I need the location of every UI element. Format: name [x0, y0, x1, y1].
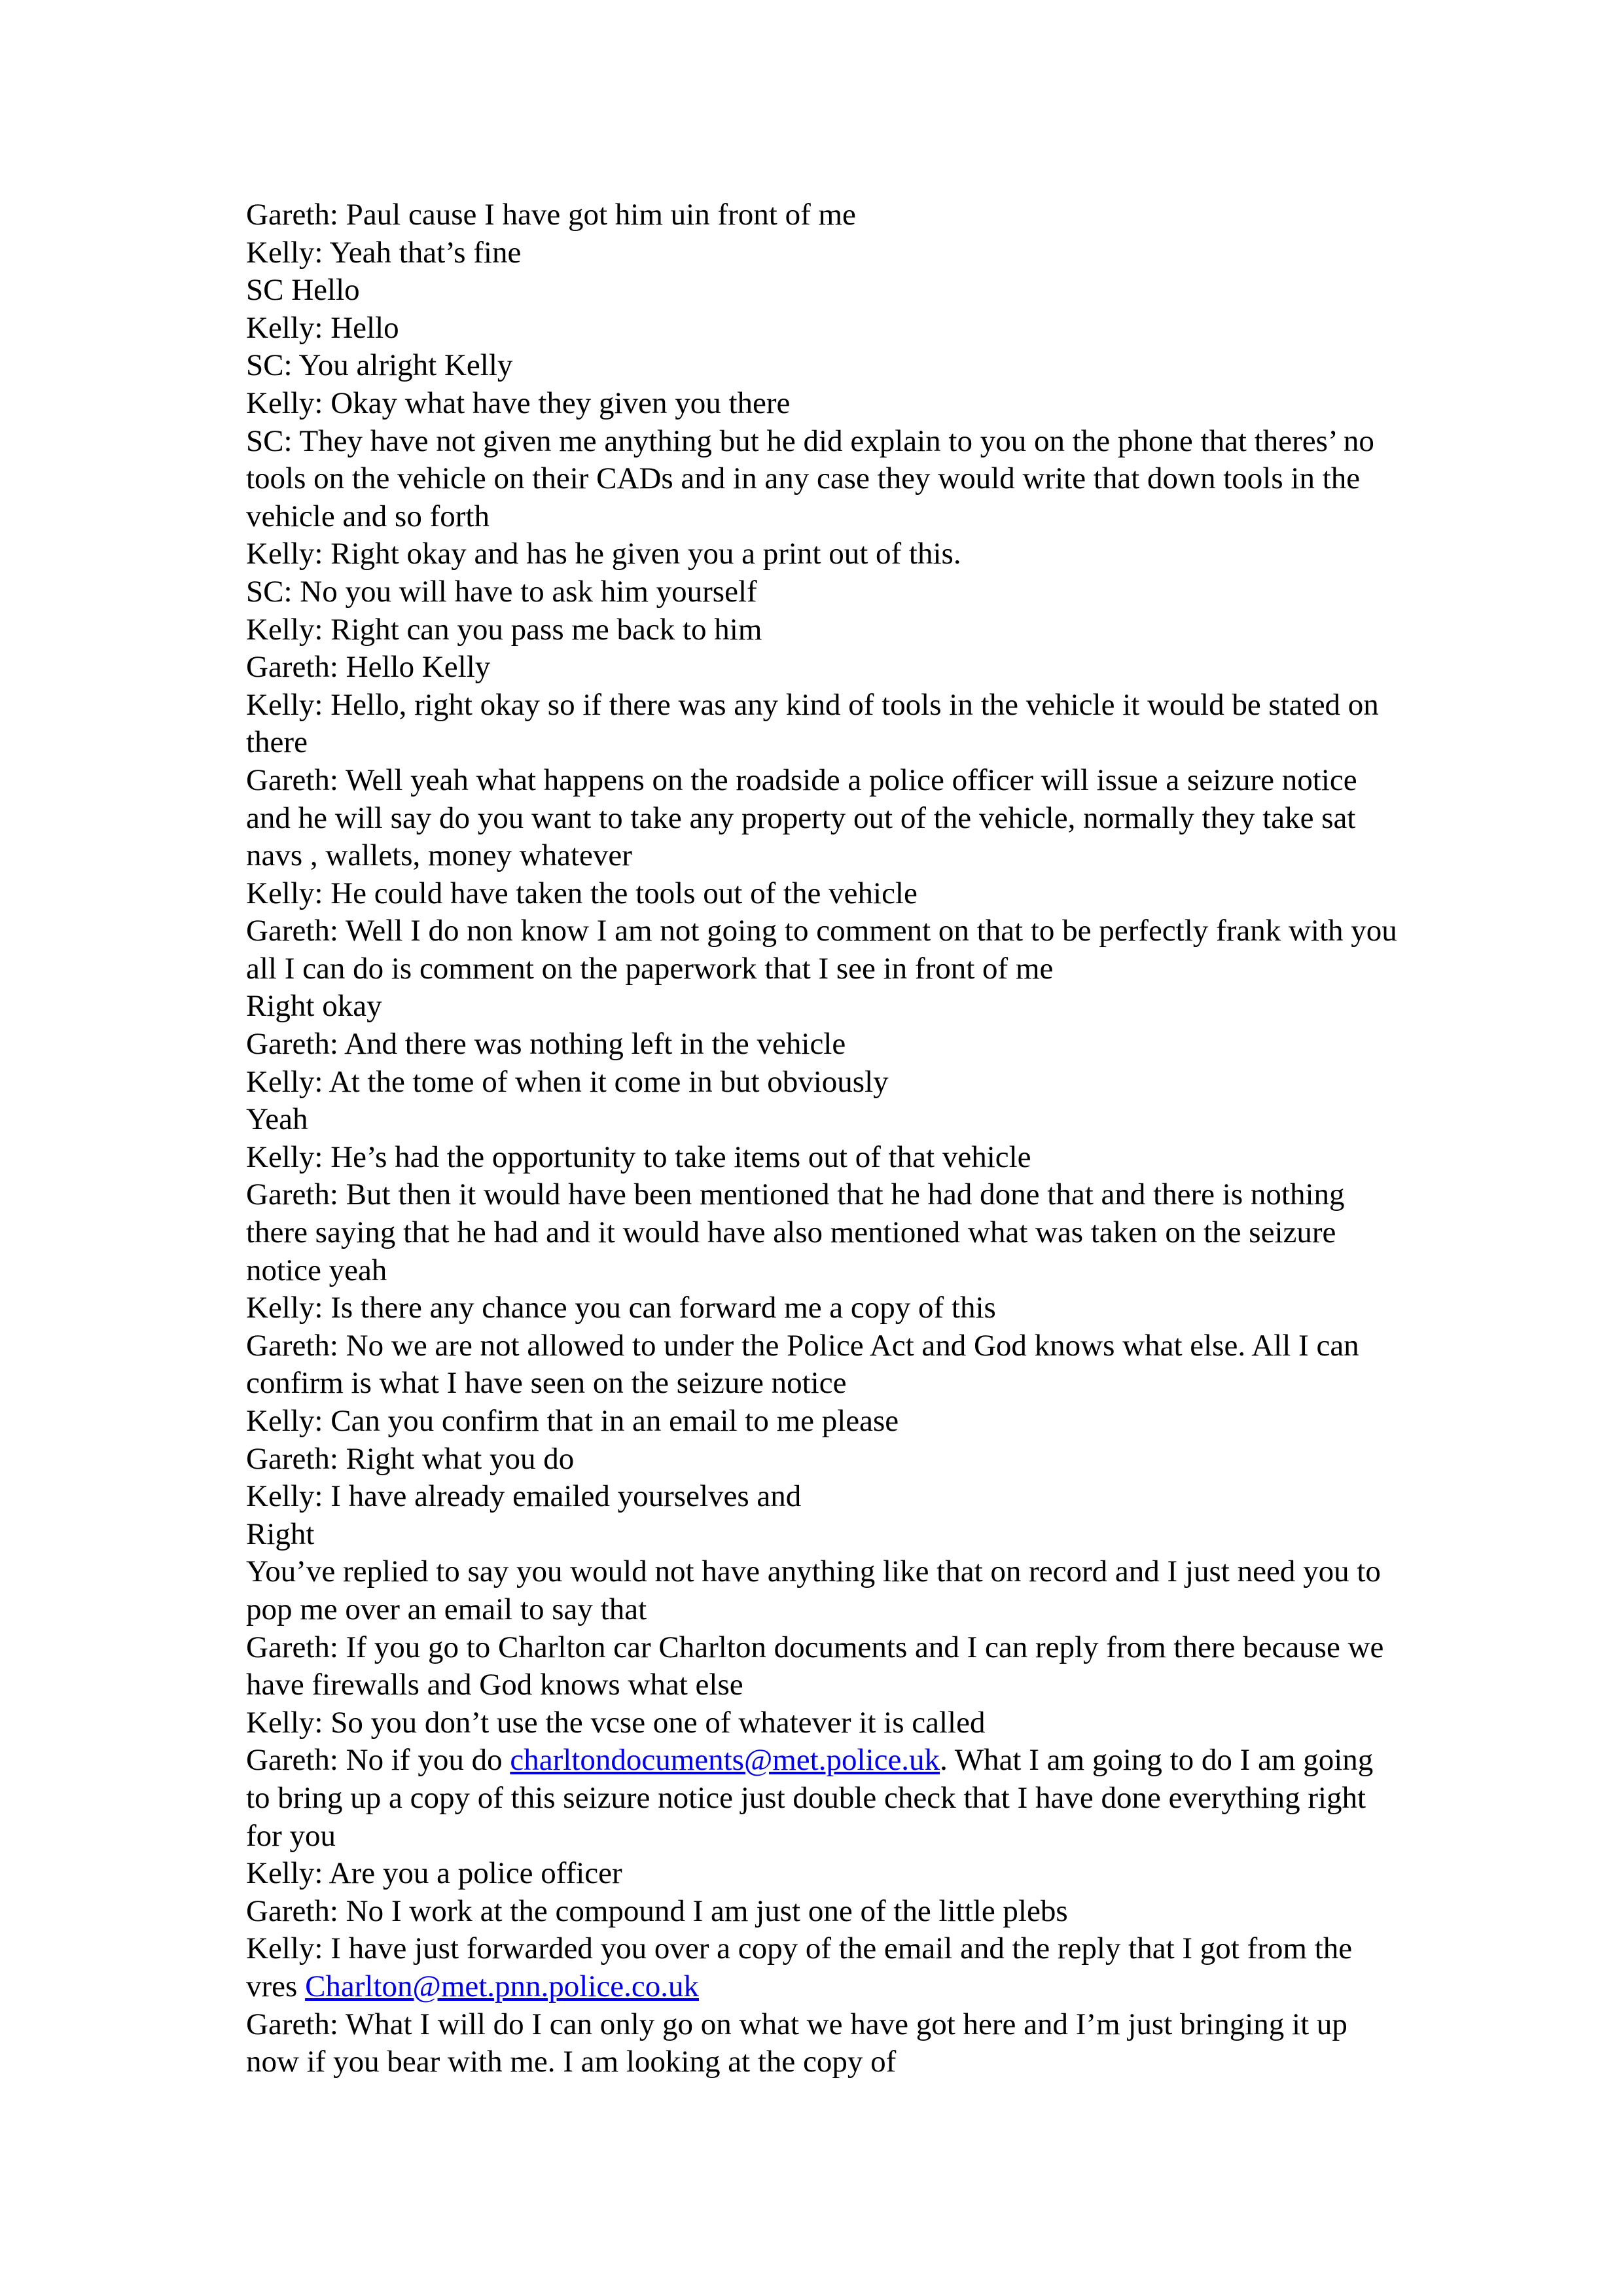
transcript-line: Kelly: At the tome of when it come in but obviously [246, 1064, 889, 1099]
transcript-line: Kelly: Right can you pass me back to him [246, 612, 762, 647]
transcript-line: SC: You alright Kelly [246, 348, 513, 383]
transcript-line: Kelly: Is there any chance you can forward me a copy of this [246, 1291, 996, 1325]
transcript-line: Yeah [246, 1102, 308, 1137]
transcript-line: Gareth: But then it would have been mentioned that he had done that and there is nothing there saying that he had and it would have also mentioned what was taken on the seizure notice yeah [246, 1177, 1345, 1287]
transcript-line: Right [246, 1516, 315, 1551]
transcript-line: Kelly: Right okay and has he given you a print out of this. [246, 537, 961, 571]
transcript-line: Kelly: He could have taken the tools out of the vehicle [246, 876, 918, 910]
transcript-body [246, 196, 1398, 2081]
email-link-charlton-pnn[interactable]: Charlton@met.pnn.police.co.uk [305, 1969, 699, 2003]
transcript-line: Kelly: He’s had the opportunity to take items out of that vehicle [246, 1139, 1031, 1174]
transcript-line: SC: They have not given me anything but he did explain to you on the phone that theres’ no tools on the vehicle on their CADs and in any case they would write that down tools in the vehicle and so forth [246, 423, 1374, 533]
email-line-suffix: . What I am going to do I am going to bring up a copy of this seizure notice just double check that I have done everything right for you [246, 1743, 1374, 1853]
transcript-line: Kelly: Are you a police officer [246, 1856, 622, 1891]
transcript-line: Kelly: Okay what have they given you there [246, 386, 791, 420]
email-line-prefix: Gareth: No if you do [246, 1743, 510, 1778]
transcript-line: You’ve replied to say you would not have anything like that on record and I just need you to pop me over an email to say that [246, 1554, 1381, 1626]
transcript-line: SC Hello [246, 273, 360, 308]
transcript-line: SC: No you will have to ask him yourself [246, 574, 757, 609]
transcript-line: Gareth: Hello Kelly [246, 650, 491, 685]
transcript-line: Right okay [246, 989, 382, 1024]
transcript-line: Gareth: Right what you do [246, 1441, 575, 1476]
email-link-charltondocuments[interactable]: charltondocuments@met.police.uk [510, 1743, 940, 1778]
transcript-line: Gareth: And there was nothing left in the vehicle [246, 1027, 846, 1062]
transcript-line: Gareth: What I will do I can only go on what we have got here and I’m just bringing it up now if you bear with me. I am looking at the copy of [246, 2007, 1347, 2079]
transcript-line: Kelly: Hello [246, 310, 399, 345]
transcript-line: Kelly: Yeah that’s fine [246, 235, 522, 270]
transcript-line: Gareth: No I work at the compound I am just one of the little plebs [246, 1893, 1068, 1928]
transcript-line-with-email [246, 1742, 1398, 1855]
transcript-line: Gareth: Well I do non know I am not going to comment on that to be perfectly frank with you all I can do is comment on the paperwork that I see in front of me [246, 914, 1397, 986]
transcript-line: Gareth: Paul cause I have got him uin front of me [246, 198, 856, 232]
transcript-line: Gareth: If you go to Charlton car Charlton documents and I can reply from there because we have firewalls and God knows what else [246, 1630, 1384, 1702]
transcript-line: Kelly: So you don’t use the vcse one of whatever it is called [246, 1705, 986, 1740]
transcript-line: Gareth: No we are not allowed to under the Police Act and God knows what else. All I can confirm is what I have seen on the seizure notice [246, 1328, 1359, 1401]
transcript-line: Kelly: I have already emailed yourselves and [246, 1479, 802, 1514]
transcript-line: Kelly: Hello, right okay so if there was any kind of tools in the vehicle it would be stated on there [246, 687, 1379, 760]
email-line-prefix: Kelly: I have just forwarded you over a copy of the email and the reply that I got from the vres [246, 1931, 1353, 2003]
transcript-line: Gareth: Well yeah what happens on the roadside a police officer will issue a seizure notice and he will say do you want to take any property out of the vehicle, normally they take sat navs , wallets, money whatever [246, 762, 1357, 873]
transcript-line-with-email [246, 1930, 1398, 2005]
transcript-line: Kelly: Can you confirm that in an email to me please [246, 1404, 899, 1438]
